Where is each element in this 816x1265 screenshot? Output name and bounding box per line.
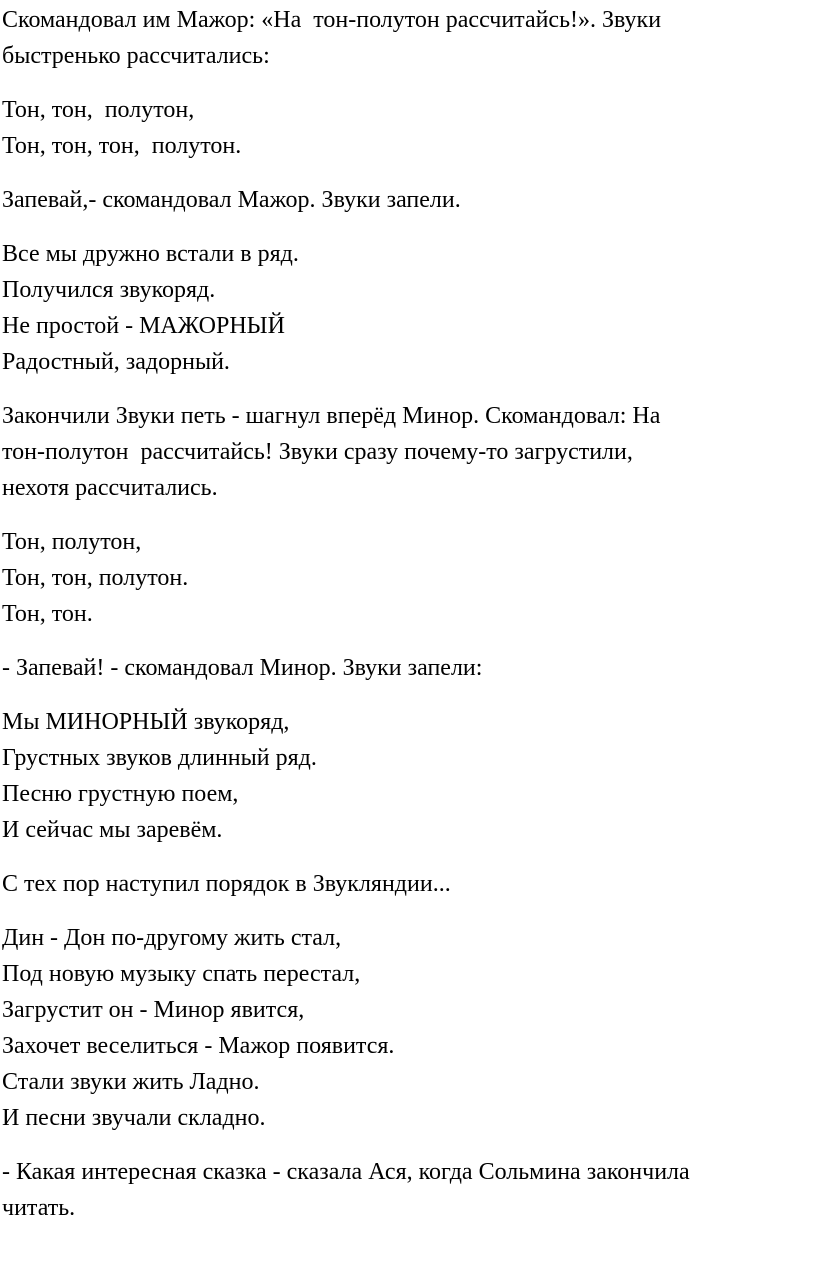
text-line: Захочет веселиться - Мажор появится. <box>2 1033 395 1059</box>
text-line: Тон, тон, полутон. <box>2 565 189 591</box>
text-line: Мы МИНОРНЫЙ звукоряд, <box>2 709 290 735</box>
text-line: Не простой - МАЖОРНЫЙ <box>2 313 285 339</box>
text-line: Грустных звуков длинный ряд. <box>2 745 317 771</box>
text-line: Все мы дружно встали в ряд. <box>2 241 299 267</box>
text-line: Радостный, задорный. <box>2 349 230 375</box>
text-line: Тон, тон, тон, полутон. <box>2 133 242 159</box>
text-line: Под новую музыку спать перестал, <box>2 961 361 987</box>
text-line: быстренько рассчитались: <box>2 43 270 69</box>
text-line: Получился звукоряд. <box>2 277 216 303</box>
text-line: И песни звучали складно. <box>2 1105 266 1131</box>
text-line: читать. <box>2 1195 76 1221</box>
text-line: Тон, тон. <box>2 601 93 627</box>
text-line: - Какая интересная сказка - сказала Ася, когда Сольмина закончила <box>2 1159 690 1185</box>
text-line: Тон, тон, полутон, <box>2 97 195 123</box>
text-line: - Запевай! - скомандовал Минор. Звуки запели: <box>2 655 483 681</box>
text-line: Песню грустную поем, <box>2 781 239 807</box>
text-line: Дин - Дон по-другому жить стал, <box>2 925 342 951</box>
text-line: Тон, полутон, <box>2 529 142 555</box>
text-line: Закончили Звуки петь - шагнул вперёд Минор. Скомандовал: На <box>2 403 661 429</box>
text-line: Стали звуки жить Ладно. <box>2 1069 260 1095</box>
text-line: Запевай,- скомандовал Мажор. Звуки запели. <box>2 187 461 213</box>
text-line: нехотя рассчитались. <box>2 475 218 501</box>
text-line: Загрустит он - Минор явится, <box>2 997 305 1023</box>
text-line: Скомандовал им Мажор: «На тон-полутон рассчитайсь!». Звуки <box>2 7 662 33</box>
text-line: И сейчас мы заревём. <box>2 817 223 843</box>
text-line: тон-полутон рассчитайсь! Звуки сразу почему-то загрустили, <box>2 439 633 465</box>
text-line: С тех пор наступил порядок в Звукляндии... <box>2 871 451 897</box>
